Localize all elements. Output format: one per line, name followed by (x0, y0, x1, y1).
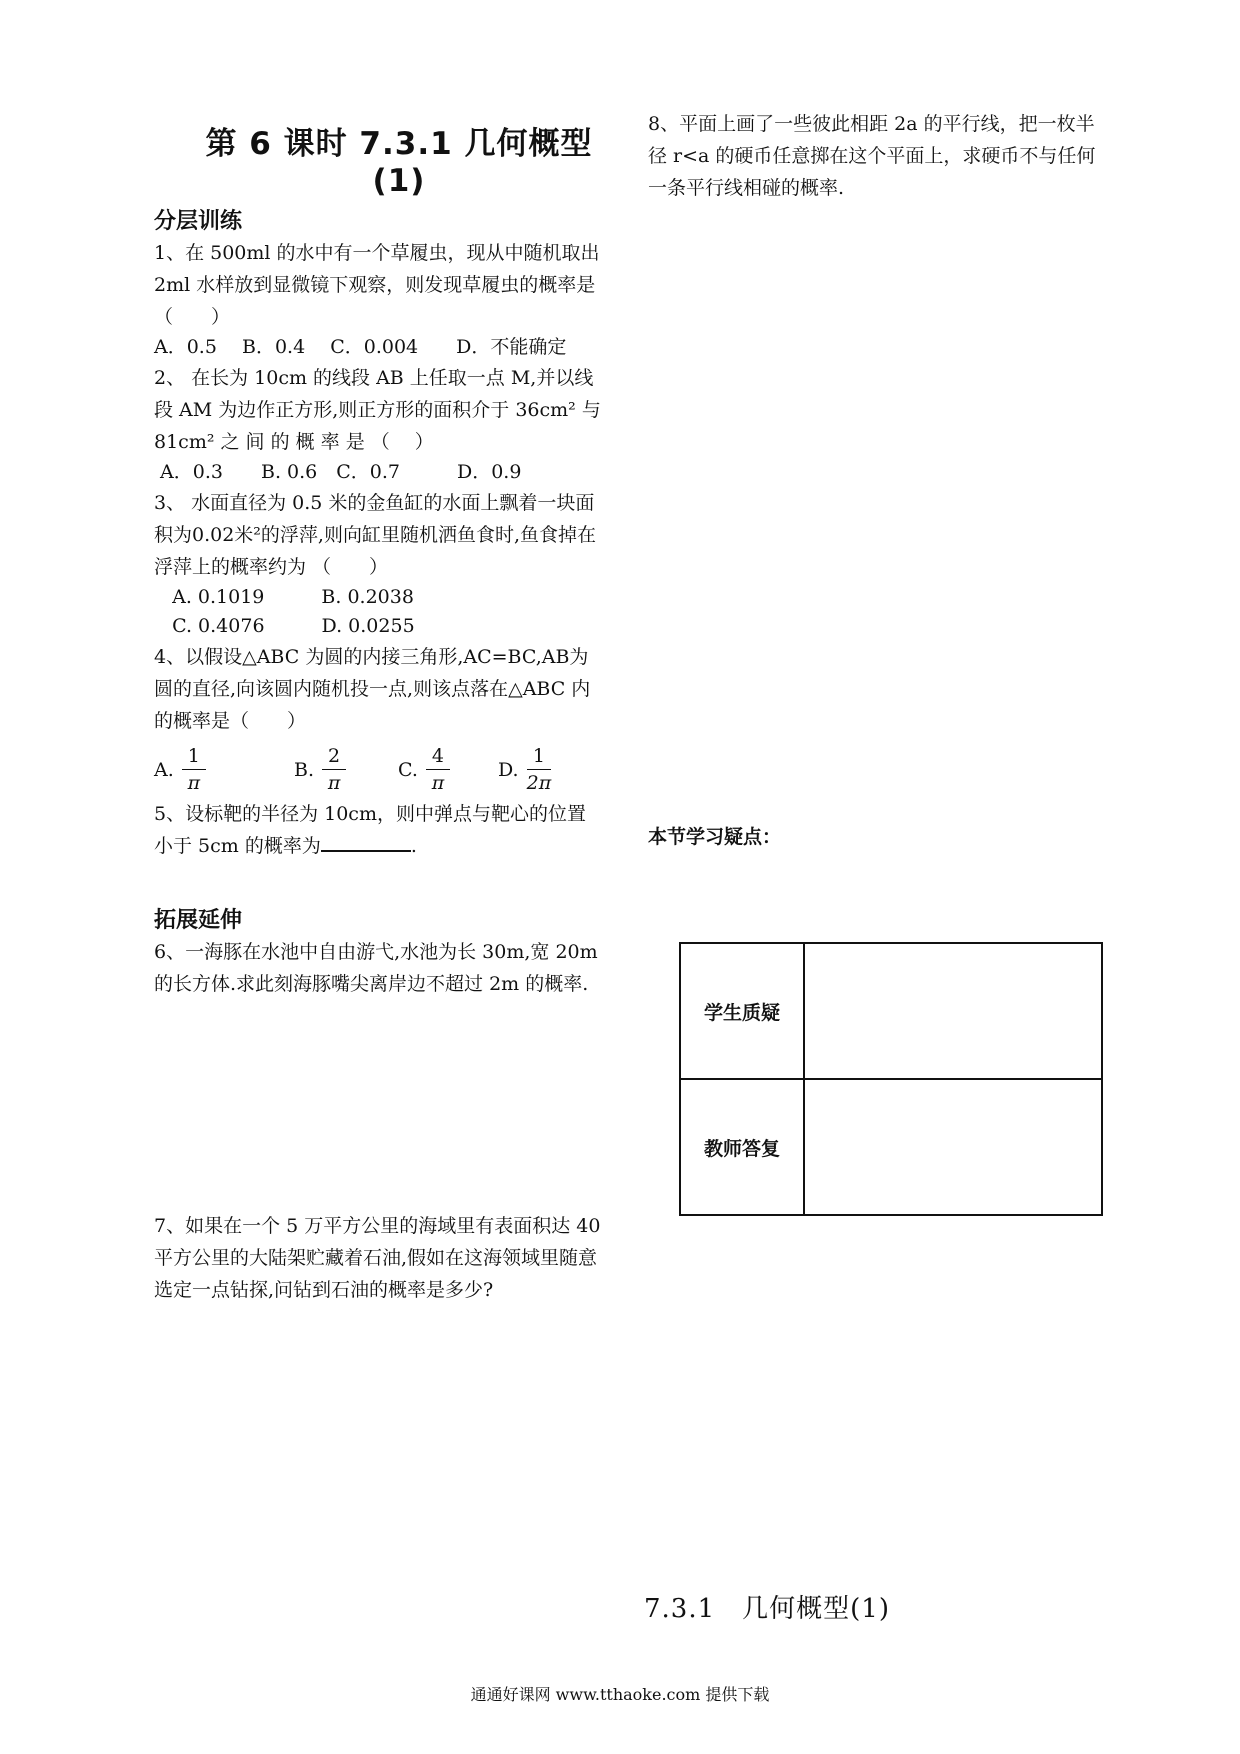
left-column (154, 118, 604, 1306)
question-4-option-c: C. $\frac{4}{\pi}$ (398, 743, 498, 796)
footer-section-title: 7.3.1 几何概型(1) (644, 1594, 890, 1624)
question-2-options: A．0.3 B. 0.6 C．0.7 D．0.9 (154, 461, 522, 483)
question-4-text: 4、以假设△ABC 为圆的内接三角形,AC=BC,AB为圆的直径,向该圆内随机投一点,则该点落在△ABC 内的概率是（ ） (154, 646, 591, 732)
question-4-option-b: B. $\frac{2}{\pi}$ (294, 743, 398, 796)
question-3-text: 3、 水面直径为 0.5 米的金鱼缸的水面上飘着一块面积为0.02米²的浮萍,则向缸里随机洒鱼食时,鱼食掉在浮萍上的概率约为 （ ） (154, 492, 597, 578)
table-row (680, 943, 1102, 1079)
question-3-options-line1: A. 0.1019 B. 0.2038 (154, 586, 414, 608)
question-1-options: A．0.5 B．0.4 C．0.004 D．不能确定 (154, 336, 567, 358)
question-6-text: 6、一海豚在水池中自由游弋,水池为长 30m,宽 20m 的长方体.求此刻海豚嘴尖离岸边不超过 2m 的概率. (154, 941, 598, 995)
teacher-answer-label: 教师答复 (680, 1079, 804, 1215)
question-3-options-line2: C. 0.4076 D. 0.0255 (154, 615, 415, 637)
footer-credit: 通通好课网 www.tthaoke.com 提供下载 (470, 1685, 770, 1704)
qa-table (679, 942, 1103, 1216)
teacher-answer-cell (804, 1079, 1102, 1215)
question-7-text: 7、如果在一个 5 万平方公里的海域里有表面积达 40 平方公里的大陆架贮藏着石油,假如在这海领域里随意选定一点钻探,问钻到石油的概率是多少? (154, 1215, 601, 1301)
section-heading-training: 分层训练 (154, 209, 243, 234)
right-column (648, 108, 1098, 204)
doubts-heading: 本节学习疑点： (648, 826, 782, 848)
question-1-text: 1、在 500ml 的水中有一个草履虫，现从中随机取出 2ml 水样放到显微镜下观察，则发现草履虫的概率是（ ） (154, 242, 600, 328)
question-5-text: 5、设标靶的半径为 10cm，则中弹点与靶心的位置小于 5cm 的概率为 . (154, 803, 586, 857)
question-4-options (154, 743, 604, 796)
question-4-option-d: D. $\frac{1}{2\pi}$ (498, 745, 552, 794)
answer-blank (321, 832, 411, 852)
question-4-option-a: A. $\frac{1}{\pi}$ (154, 743, 294, 796)
page-title: 第 6 课时 7.3.1 几何概型(1) (205, 126, 593, 199)
section-heading-extension: 拓展延伸 (154, 908, 243, 933)
question-2-text: 2、 在长为 10cm 的线段 AB 上任取一点 M,并以线段 AM 为边作正方形,则正方形的面积介于 36cm² 与 81cm² 之 间 的 概 率 是 （ ） (154, 367, 601, 453)
table-row (680, 1079, 1102, 1215)
student-question-label: 学生质疑 (680, 943, 804, 1079)
student-question-cell (804, 943, 1102, 1079)
question-8-text: 8、平面上画了一些彼此相距 2a 的平行线，把一枚半径 r<a 的硬币任意掷在这个平面上，求硬币不与任何一条平行线相碰的概率. (648, 113, 1096, 199)
